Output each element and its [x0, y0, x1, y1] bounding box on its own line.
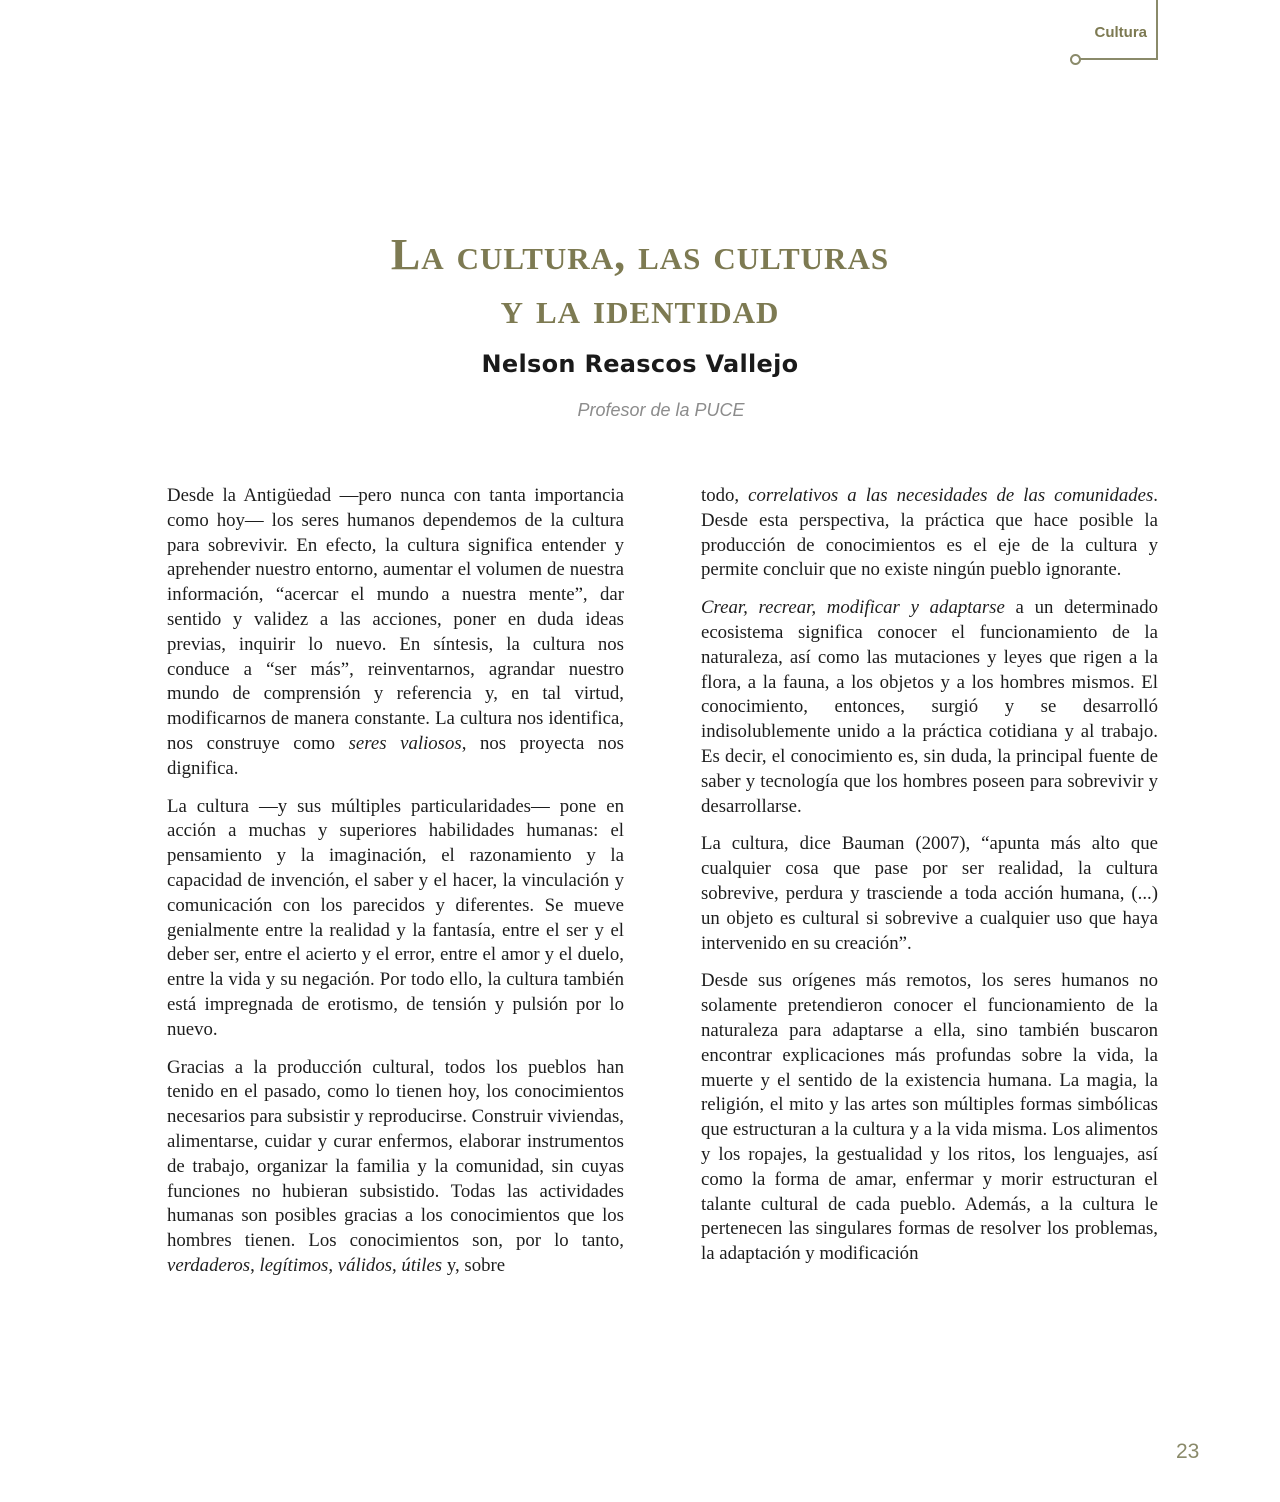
author-name: Nelson Reascos Vallejo — [481, 350, 799, 378]
section-tag — [1070, 0, 1157, 60]
body-paragraph — [167, 795, 624, 1043]
section-label: Cultura — [1094, 24, 1147, 41]
italic-text: legítimos — [259, 1254, 329, 1276]
body-paragraph — [701, 832, 1158, 956]
body-paragraph — [167, 1056, 624, 1279]
text-column-left — [167, 484, 624, 1292]
paragraph-text: La cultura, dice Bauman (2007), “apunta más alto que cualquier cosa que pase por ser realidad, la cultura sobrevive, perdura y trasciende a toda acción humana, (...) un objeto es cultural si sobrevive a cualquier uso que haya intervenido en su creación”. — [701, 833, 1158, 954]
italic-text: válidos — [337, 1254, 393, 1276]
section-tag-horizontal-rule — [1078, 58, 1158, 60]
paragraph-text: , — [250, 1254, 260, 1276]
paragraph-text: , nos proyecta nos dignifica. — [167, 732, 624, 779]
paragraph-text: a un determinado ecosistema significa conocer el funcionamiento de la naturaleza, así como las mutaciones y leyes que rigen a la flora, a la fauna, a los objetos y a los hombres mismos. El conocimiento, entonces, surgió y se desarrolló indisolublemente unido a la práctica cotidiana y al trabajo. Es decir, el conocimiento es, sin duda, la principal fuente de saber y tecnología que los hombres poseen para sobrevivir y desarrollarse. — [701, 597, 1159, 817]
paragraph-text: Desde la Antigüedad —pero nunca con tanta importancia como hoy— los seres humanos dependemos de la cultura para sobrevivir. En efecto, la cultura significa entender y aprehender nuestro entorno, aumentar el volumen de nuestra información, “acercar el mundo a nuestra mente”, dar sentido y validez a las acciones, poner en duda ideas previas, inquirir lo nuevo. En síntesis, la cultura nos conduce a “ser más”, reinventarnos, agrandar nuestro mundo de comprensión y referencia y, en tal virtud, modificarnos de manera constante. La cultura nos identifica, nos construye como — [167, 485, 624, 754]
body-paragraph — [701, 484, 1158, 583]
circle-bullet-icon — [1070, 54, 1081, 65]
page-number: 23 — [1176, 1440, 1200, 1463]
paragraph-text: , — [328, 1254, 338, 1276]
article-title — [0, 228, 1280, 336]
section-tag-vertical-rule — [1156, 0, 1158, 60]
title-line-2: y la identidad — [500, 284, 780, 333]
paragraph-text: La cultura —y sus múltiples particularidades— pone en acción a muchas y superiores habilidades humanas: el pensamiento y la imaginación, el razonamiento y la capacidad de invención, el saber y el hacer, la vinculación y comunicación con los parecidos y diferentes. Se mueve genialmente entre la realidad y la fantasía, entre el ser y el deber ser, entre el acierto y el error, entre el amor y el duelo, entre la vida y su negación. Por todo ello, la cultura también está impregnada de erotismo, de tensión y pulsión por lo nuevo. — [167, 795, 624, 1040]
paragraph-text: y, sobre — [442, 1254, 506, 1276]
paragraph-text: . Desde esta perspectiva, la práctica que hace posible la producción de conocimientos es el eje de la cultura y permite concluir que no existe ningún pueblo ignorante. — [701, 485, 1158, 581]
author-affiliation: Profesor de la PUCE — [577, 400, 745, 420]
body-paragraph — [167, 484, 624, 782]
italic-text: útiles — [401, 1254, 443, 1276]
paragraph-text: todo, — [701, 485, 749, 506]
italic-text: seres valiosos — [348, 732, 462, 754]
italic-text: Crear, recrear, modificar y adaptarse — [701, 597, 1005, 619]
italic-text: verdaderos — [167, 1254, 251, 1276]
title-line-1: La cultura, las culturas — [390, 230, 890, 279]
paragraph-text: Gracias a la producción cultural, todos los pueblos han tenido en el pasado, como lo tienen hoy, los conocimientos necesarios para subsistir y reproducirse. Construir viviendas, alimentarse, cuidar y curar enfermos, elaborar instrumentos de trabajo, organizar la familia y la comunidad, sin cuyas funciones no hubieran subsistido. Todas las actividades humanas son posibles gracias a los conocimientos que los hombres tienen. Los conocimientos son, por lo tanto, — [167, 1056, 624, 1252]
body-paragraph — [701, 596, 1158, 819]
paragraph-text: , — [392, 1254, 402, 1276]
body-paragraph — [701, 969, 1158, 1267]
italic-text: correlativos a las necesidades de las comunidades — [748, 485, 1154, 506]
text-column-right — [701, 484, 1158, 1280]
paragraph-text: Desde sus orígenes más remotos, los seres humanos no solamente pretendieron conocer el funcionamiento de la naturaleza para adaptarse a ella, sino también buscaron encontrar explicaciones más profundas sobre la vida, la muerte y el sentido de la existencia humana. La magia, la religión, el mito y las artes son múltiples formas simbólicas que estructuran a la cultura y a la vida misma. Los alimentos y los ropajes, la gestualidad y los ritos, los lenguajes, así como la forma de amar, enfermar y morir estructuran el talante cultural de cada pueblo. Además, a la cultura le pertenecen las singulares formas de resolver los problemas, la adaptación y modificación — [701, 970, 1158, 1265]
